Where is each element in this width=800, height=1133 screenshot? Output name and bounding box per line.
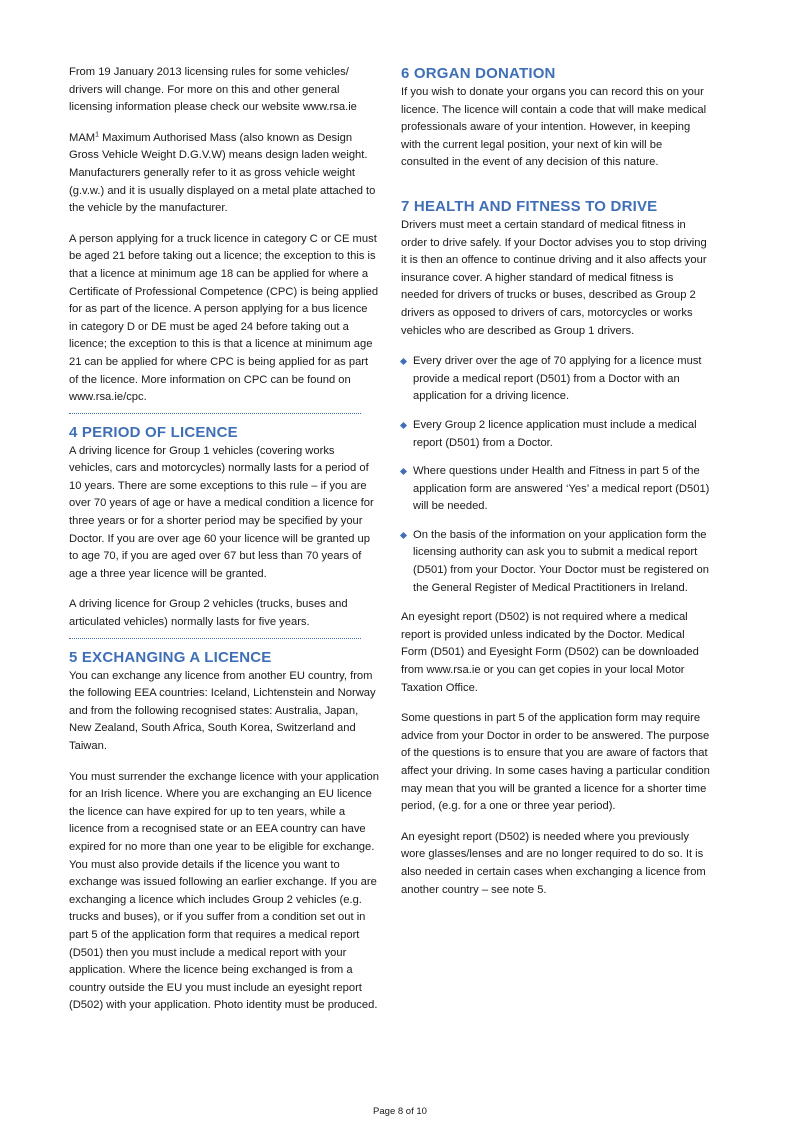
section-divider [69, 413, 361, 414]
diamond-bullet-icon [400, 422, 407, 429]
list-item [401, 417, 711, 452]
section-5-paragraph-1: You can exchange any licence from another EU country, from the following EEA countries: Iceland, Lichtenstein and Norway and from the following recognised states: Australia, Japan, New Zealand, South Africa, South Korea, Switzerland and Taiwan. [69, 669, 376, 752]
list-item [401, 353, 711, 406]
section-divider [69, 638, 361, 639]
section-4-heading: 4 PERIOD OF LICENCE [69, 423, 238, 441]
section-5-heading: 5 EXCHANGING A LICENCE [69, 648, 272, 666]
left-column [69, 64, 379, 1028]
list-item-text: Every driver over the age of 70 applying for a licence must provide a medical report (D501) from a Doctor with an application for a driving licence. [413, 355, 702, 403]
intro-paragraph: From 19 January 2013 licensing rules for some vehicles/ drivers will change. For more on this and other general licensing information please check our website www.rsa.ie [69, 66, 357, 114]
section-7-paragraph-3: Some questions in part 5 of the application form may require advice from your Doctor in order to be answered. The purpose of the questions is to ensure that you are aware of factors that affect your driving. In some cases having a particular condition may mean that you will be granted a licence for a shorter time period, (e.g. for a one or three year period). [401, 712, 710, 813]
list-item [401, 527, 711, 597]
mam-text: Maximum Authorised Mass (also known as Design Gross Vehicle Weight D.G.V.W) means design laden weight. Manufacturers generally refer to it as gross vehicle weight (g.v.w.) and it is usually displayed on a metal plate attached to the vehicle by the manufacturer. [69, 131, 376, 215]
mam-paragraph [69, 130, 379, 218]
section-7-heading: 7 HEALTH AND FITNESS TO DRIVE [401, 197, 658, 215]
section-4-paragraph-1: A driving licence for Group 1 vehicles (covering works vehicles, cars and motorcycles) normally lasts for a period of 10 years. There are some exceptions to this rule – if you are over 70 years of age or have a medical condition a licence for three years or for a shorter period may be specified by your Doctor. If you are over age 60 your licence will be granted up to age 70, if you are aged over 67 but less than 70 years of age a three year licence will be granted. [69, 444, 374, 580]
diamond-bullet-icon [400, 532, 407, 539]
list-item-text: On the basis of the information on your application form the licensing authority can ask you to submit a medical report (D501) from your Doctor. Your Doctor must be registered on the General Register of Medical Practitioners in Ireland. [413, 528, 709, 594]
right-column [401, 64, 711, 912]
section-6-paragraph: If you wish to donate your organs you can record this on your licence. The licence will contain a code that will make medical professionals aware of your intention. However, in keeping with the current legal position, your next of kin will be consulted in the event of any decision of this nature. [401, 86, 707, 169]
truck-licence-paragraph: A person applying for a truck licence in category C or CE must be aged 21 before taking out a licence; the exception to this is that a licence at minimum age 18 can be applied for where a Certificate of Professional Competence (CPC) is being applied for as part of the licence. A person applying for a bus licence in category D or DE must be aged 24 before taking out a licence; the exception to this is that a licence at minimum age 21 can be applied for where CPC is being applied for as part of the licence. More information on CPC can be found on www.rsa.ie/cpc. [69, 232, 379, 404]
section-7-paragraph-1: Drivers must meet a certain standard of medical fitness in order to drive safely. If your Doctor advises you to stop driving it is then an offence to continue driving and it also affects your insurance cover. A higher standard of medical fitness is needed for drivers of trucks or buses, described as Group 2 drivers as opposed to drivers of cars, motorcycles or works vehicles who are described as Group 1 drivers. [401, 218, 707, 337]
list-item-text: Where questions under Health and Fitness in part 5 of the application form are answered ‘Yes’ a medical report (D501) will be needed. [413, 465, 710, 513]
page-number: Page 8 of 10 [373, 1106, 427, 1117]
list-item [401, 463, 711, 516]
section-7-paragraph-2: An eyesight report (D502) is not required where a medical report is provided unless indicated by the Doctor. Medical Form (D501) and Eyesight Form (D502) can be downloaded from www.rsa.ie or you can get copies in your local Motor Taxation Office. [401, 611, 699, 694]
section-7-paragraph-4: An eyesight report (D502) is needed where you previously wore glasses/lenses and are no longer required to do so. It is also needed in certain cases when exchanging a licence from another country – see note 5. [401, 830, 706, 896]
section-4-paragraph-2: A driving licence for Group 2 vehicles (trucks, buses and articulated vehicles) normally lasts for five years. [69, 598, 348, 629]
diamond-bullet-icon [400, 468, 407, 475]
section-6-heading: 6 ORGAN DONATION [401, 65, 556, 82]
mam-label: MAM [69, 131, 96, 144]
requirements-list [401, 353, 711, 597]
section-5-paragraph-2: You must surrender the exchange licence with your application for an Irish licence. Where you are exchanging an EU licence the licence can have expired for up to ten years, while a licence from a recognised state or an EEA country can have expired for no more than one year to be eligible for exchange. You must also provide details if the licence you want to exchange was issued following an earlier exchange. If you are exchanging a licence which includes Group 2 vehicles (e.g. trucks and buses), or if you suffer from a condition set out in part 5 of the application form that requires a medical report (D501) then you must include a medical report with your application. Where the licence being exchanged is from a country outside the EU you must include an eyesight report (D502) with your application. Photo identity must be produced. [69, 770, 379, 1012]
list-item-text: Every Group 2 licence application must include a medical report (D501) from a Doctor. [413, 418, 697, 449]
mam-footnote-marker: 1 [95, 131, 100, 139]
diamond-bullet-icon [400, 358, 407, 365]
section-gap [401, 185, 711, 197]
